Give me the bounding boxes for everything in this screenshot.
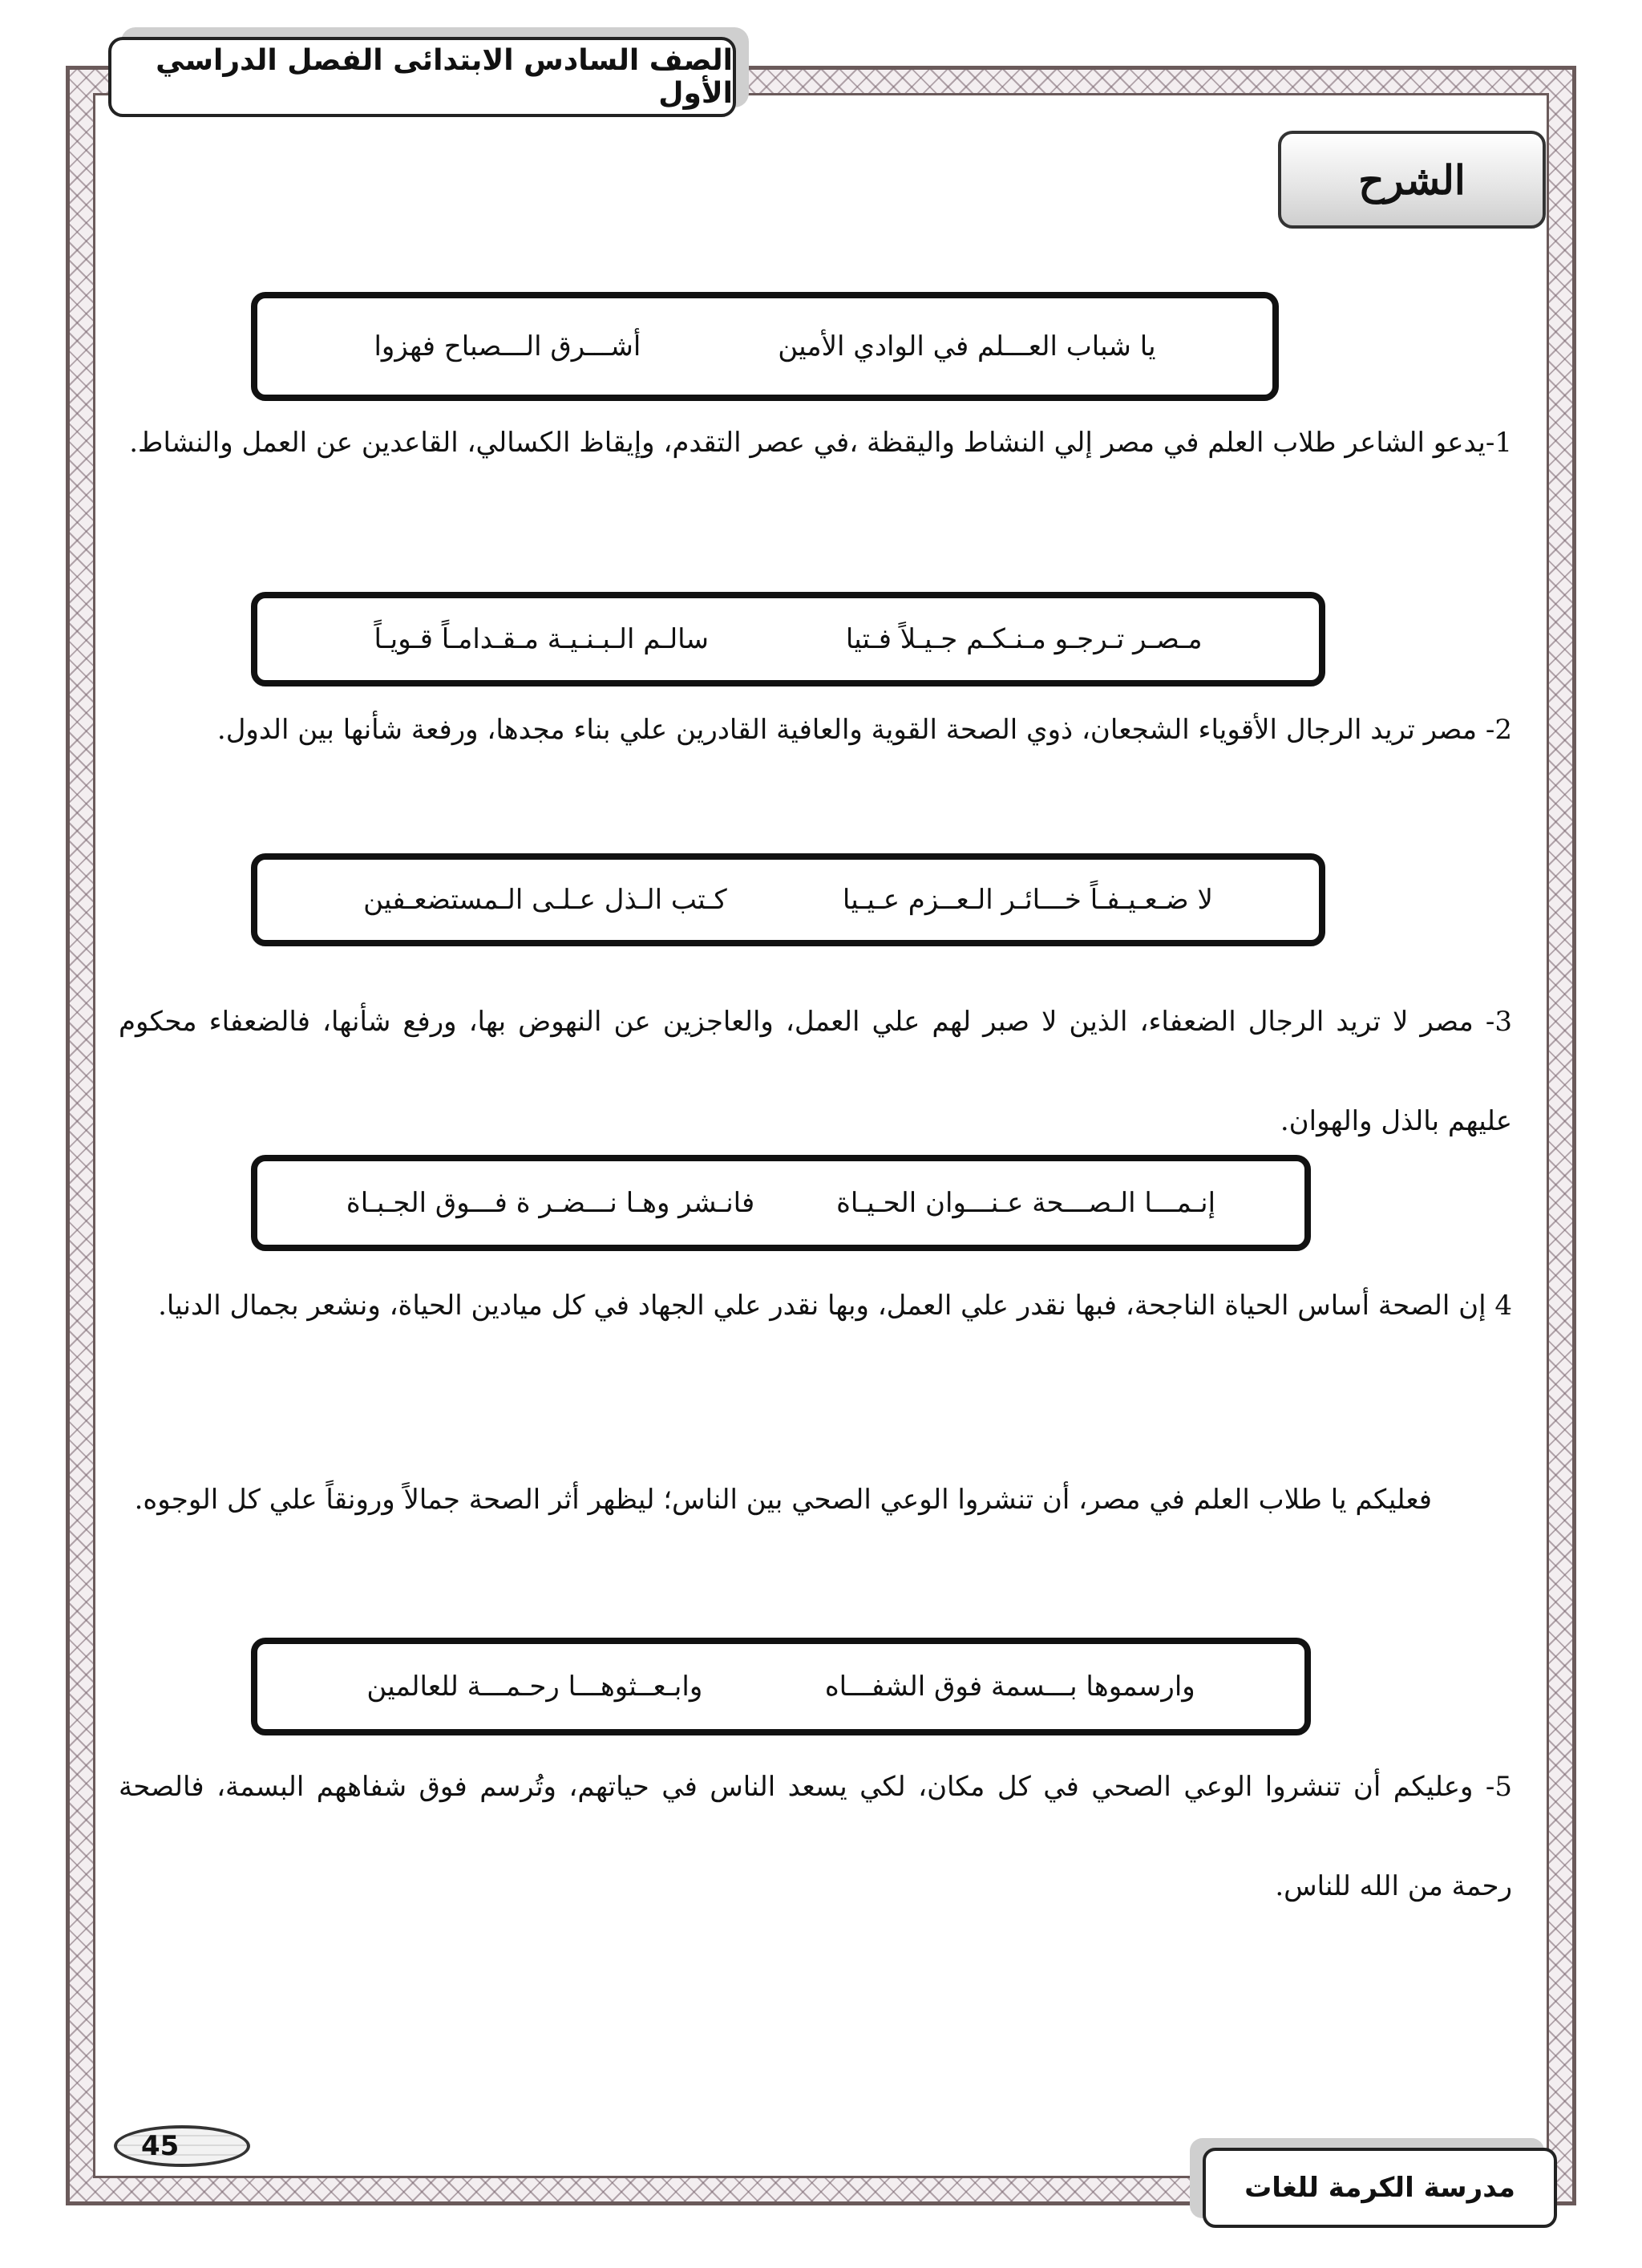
verse-2-first-hemistich: مـصـر تـرجـو مـنـكـم جـيـلاً فـتيا: [845, 623, 1203, 655]
explanation-paragraph-1: 1-يدعو الشاعر طلاب العلم في مصر إلي النشاط واليقظة ،في عصر التقدم، وإيقاظ الكسالي، القاعدين عن العمل والنشاط.: [129, 427, 1512, 459]
verse-5-second-hemistich: وابـعــثوهـــا رحـمـــة للعالمين: [366, 1671, 703, 1703]
footer-school-tab: [1203, 2148, 1557, 2228]
verse-2-second-hemistich: سالـم الـبـنـيـة مـقـدامـاً قـويـاً: [374, 623, 710, 655]
verse-box-4: [251, 1155, 1311, 1251]
verse-4-second-hemistich: فانـشر وهـا نـــضـر ة فـــوق الجـبـاة: [346, 1187, 755, 1219]
verse-box-2: [251, 592, 1325, 686]
header-title-tab: [108, 37, 736, 117]
verse-5-first-hemistich: وارسموها بـــسمة فوق الشفـــاه: [824, 1671, 1195, 1703]
verse-box-3: [251, 853, 1325, 946]
verse-1-second-hemistich: أشـــرق الـــصباح فهزوا: [374, 330, 641, 362]
section-title: الشرح: [1358, 156, 1466, 204]
explanation-paragraph-4b: فعليكم يا طلاب العلم في مصر، أن تنشروا الوعي الصحي بين الناس؛ ليظهر أثر الصحة جمالاً ورونقاً علي كل الوجوه.: [134, 1484, 1432, 1516]
header-title: الصف السادس الابتدائى الفصل الدراسي الأول: [156, 44, 733, 110]
verse-4-first-hemistich: إنـمـــا الـصـــحة عـنـــوان الحـيـاة: [836, 1187, 1216, 1219]
verse-3-first-hemistich: لا ضـعـيـفـاً خـــائـر الـعــزم عـيـيا: [842, 884, 1213, 916]
explanation-paragraph-5: 5- وعليكم أن تنشروا الوعي الصحي في كل مكان، لكي يسعد الناس في حياتهم، وتُرسم فوق شفاههم البسمة، فالصحة رحمة من الله للناس.: [119, 1771, 1512, 1902]
verse-box-5: [251, 1638, 1311, 1735]
section-title-box: [1278, 131, 1546, 229]
footer-school-name: مدرسة الكرمة للغات: [1244, 2172, 1515, 2204]
explanation-paragraph-3: 3- مصر لا تريد الرجال الضعفاء، الذين لا صبر لهم علي العمل، والعاجزين عن النهوض بها، ورفع شأنها، فالضعفاء محكوم عليهم بالذل والهوان.: [119, 1006, 1512, 1137]
verse-1-first-hemistich: يا شباب العـــلم في الوادي الأمين: [778, 330, 1156, 362]
page-number-badge: [114, 2125, 250, 2167]
page-number: 45: [141, 2130, 180, 2162]
explanation-paragraph-2: 2- مصر تريد الرجال الأقوياء الشجعان، ذوي الصحة القوية والعافية القادرين علي بناء مجدها، ورفعة شأنها بين الدول.: [216, 714, 1512, 746]
explanation-paragraph-4: 4 إن الصحة أساس الحياة الناجحة، فبها نقدر علي العمل، وبها نقدر علي الجهاد في كل ميادين الحياة، ونشعر بجمال الدنيا.: [158, 1290, 1512, 1322]
verse-3-second-hemistich: كـتب الـذل عـلـى الـمستضعـفين: [363, 884, 727, 916]
verse-box-1: [251, 292, 1279, 401]
